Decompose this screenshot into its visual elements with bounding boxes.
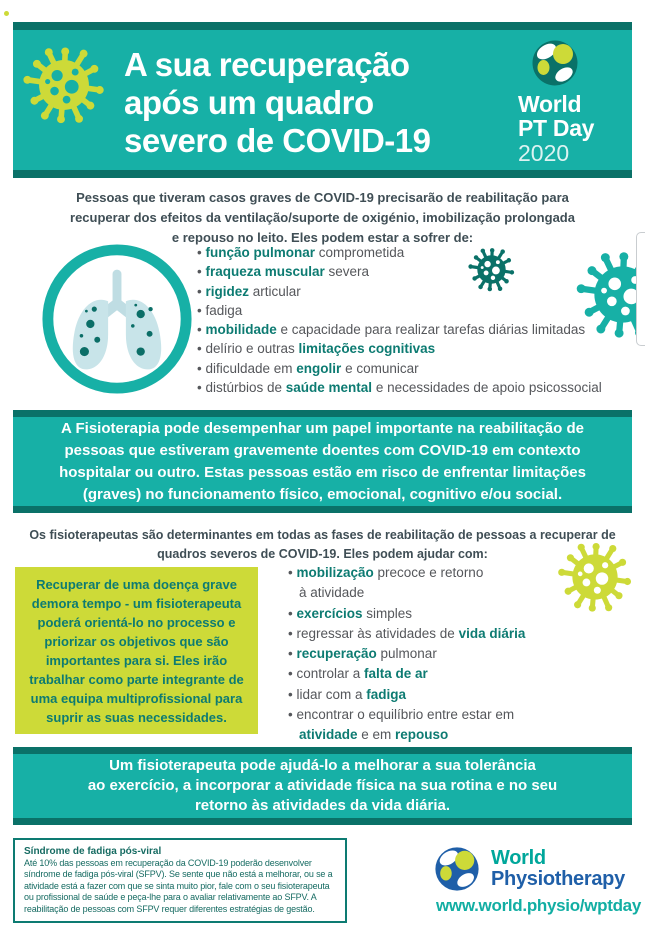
virus-icon-header (21, 42, 107, 128)
wpt-logo-word: World (518, 91, 582, 117)
virus-icon-lime (556, 538, 634, 616)
list-item: • fraqueza muscular severa (197, 262, 625, 281)
text-line: poderá orientá-lo no processo e (37, 614, 236, 630)
list-item: • controlar a falta de ar (288, 664, 588, 684)
text-line: Recuperar de uma doença grave (36, 576, 237, 592)
logo-text-world: World (491, 847, 546, 869)
page-title (124, 46, 430, 160)
intro-text (13, 188, 632, 248)
list-item: • mobilização precoce e retorno à atividade (288, 563, 588, 604)
text-line: quadros severos de COVID-19. Eles podem ajudar com: (157, 547, 488, 561)
footer-note-box (13, 838, 347, 923)
world-pt-day-logo (518, 36, 630, 166)
header-banner (13, 22, 632, 178)
virus-icon-small (467, 245, 516, 294)
text-line: Os fisioterapeutas são determinantes em todas as fases de reabilitação de pessoas a recuperar de (29, 528, 616, 542)
section-heading (13, 526, 632, 564)
text-line: recuperar dos efeitos da ventilação/suporte de oxigénio, imobilização prolongada (70, 210, 575, 225)
text-line: hospitalar ou outro. Estas pessoas estão em risco de enfrentar limitações (59, 463, 586, 481)
decor-dot (4, 11, 9, 16)
list-item: • rigidez articular (197, 282, 625, 301)
footer-note-title: Síndrome de fadiga pós-viral (24, 846, 162, 857)
list-item: • distúrbios de saúde mental e necessidades de apoio psicossocial (197, 378, 625, 397)
text-line: trabalhar como parte integrante de (29, 671, 244, 687)
text-line: importantes para si. Eles irão (45, 652, 228, 668)
overlay-panel-edge (636, 232, 645, 346)
symptoms-list (197, 243, 625, 397)
text-line: uma equipa multiprofissional para (30, 690, 243, 706)
logo-wordmark (491, 848, 625, 890)
list-item: • delírio e outras limitações cognitivas (197, 339, 625, 358)
text-line: suprir as suas necessidades. (46, 709, 227, 725)
world-physiotherapy-logo (433, 845, 625, 893)
list-item: • exercícios simples (288, 604, 588, 624)
wpt-logo-mark-icon (530, 38, 580, 88)
wpt-logo-ptday: PT Day (518, 115, 595, 141)
wpt-logo-year: 2020 (518, 140, 570, 166)
list-item: • fadiga (197, 301, 625, 320)
text-line: retorno às atividades da vida diária. (194, 797, 451, 814)
text-line: após um quadro (124, 84, 374, 121)
list-item: • recuperação pulmonar (288, 644, 588, 664)
text-line: e repouso no leito. Eles podem estar a sofrer de: (171, 230, 474, 245)
list-item: • dificuldade em engolir e comunicar (197, 359, 625, 378)
text-line: severo de COVID-19 (124, 122, 431, 159)
text-line: (graves) no funcionamento físico, emocional, cognitivo e/ou social. (82, 485, 563, 503)
list-item: • encontrar o equilíbrio entre estar em atividade e em repouso (288, 705, 588, 746)
list-item: • mobilidade e capacidade para realizar tarefas diárias limitadas (197, 320, 625, 339)
exercise-banner (13, 747, 632, 825)
text-line: priorizar os objetivos que são (44, 633, 229, 649)
text-line: A sua recuperação (124, 46, 410, 83)
help-list (288, 563, 588, 746)
list-item: • regressar às atividades de vida diária (288, 624, 588, 644)
text-line: Pessoas que tiveram casos graves de COVID-19 precisarão de reabilitação para (76, 190, 569, 205)
footer-note-text: Até 10% das pessoas em recuperação da COVID-19 poderão desenvolver síndrome de fadiga pós-viral (SFPV). Se sente que não está a melhorar, ou se a atividade está a fazer com que se sinta muito pior, fale com o seu fisioterapeuta ou profissional de saúde e peça-lhe para o avaliar relativamente ao SFPV. A reabilitação de pessoas com SFPV requer diferentes estratégias de gestão. (24, 858, 333, 914)
website-url[interactable]: www.world.physio/wptday (436, 896, 641, 915)
lungs-illustration (38, 240, 196, 398)
logo-text-physiotherapy: Physiotherapy (491, 868, 625, 890)
physio-role-banner (13, 410, 632, 513)
text-line: demora tempo - um fisioterapeuta (31, 595, 242, 611)
text-line: Um fisioterapeuta pode ajudá-lo a melhorar a sua tolerância (109, 757, 536, 774)
world-physiotherapy-mark-icon (433, 845, 481, 893)
virus-icon-large (574, 246, 645, 343)
text-line: A Fisioterapia pode desempenhar um papel importante na reabilitação de (61, 419, 584, 437)
list-item: • função pulmonar comprometida (197, 243, 625, 262)
text-line: ao exercício, a incorporar a atividade física na sua rotina e no seu (87, 777, 558, 794)
list-item: • lidar com a fadiga (288, 685, 588, 705)
green-info-box (15, 567, 258, 734)
text-line: pessoas que estiveram gravemente doentes com COVID-19 em contexto (64, 441, 581, 459)
